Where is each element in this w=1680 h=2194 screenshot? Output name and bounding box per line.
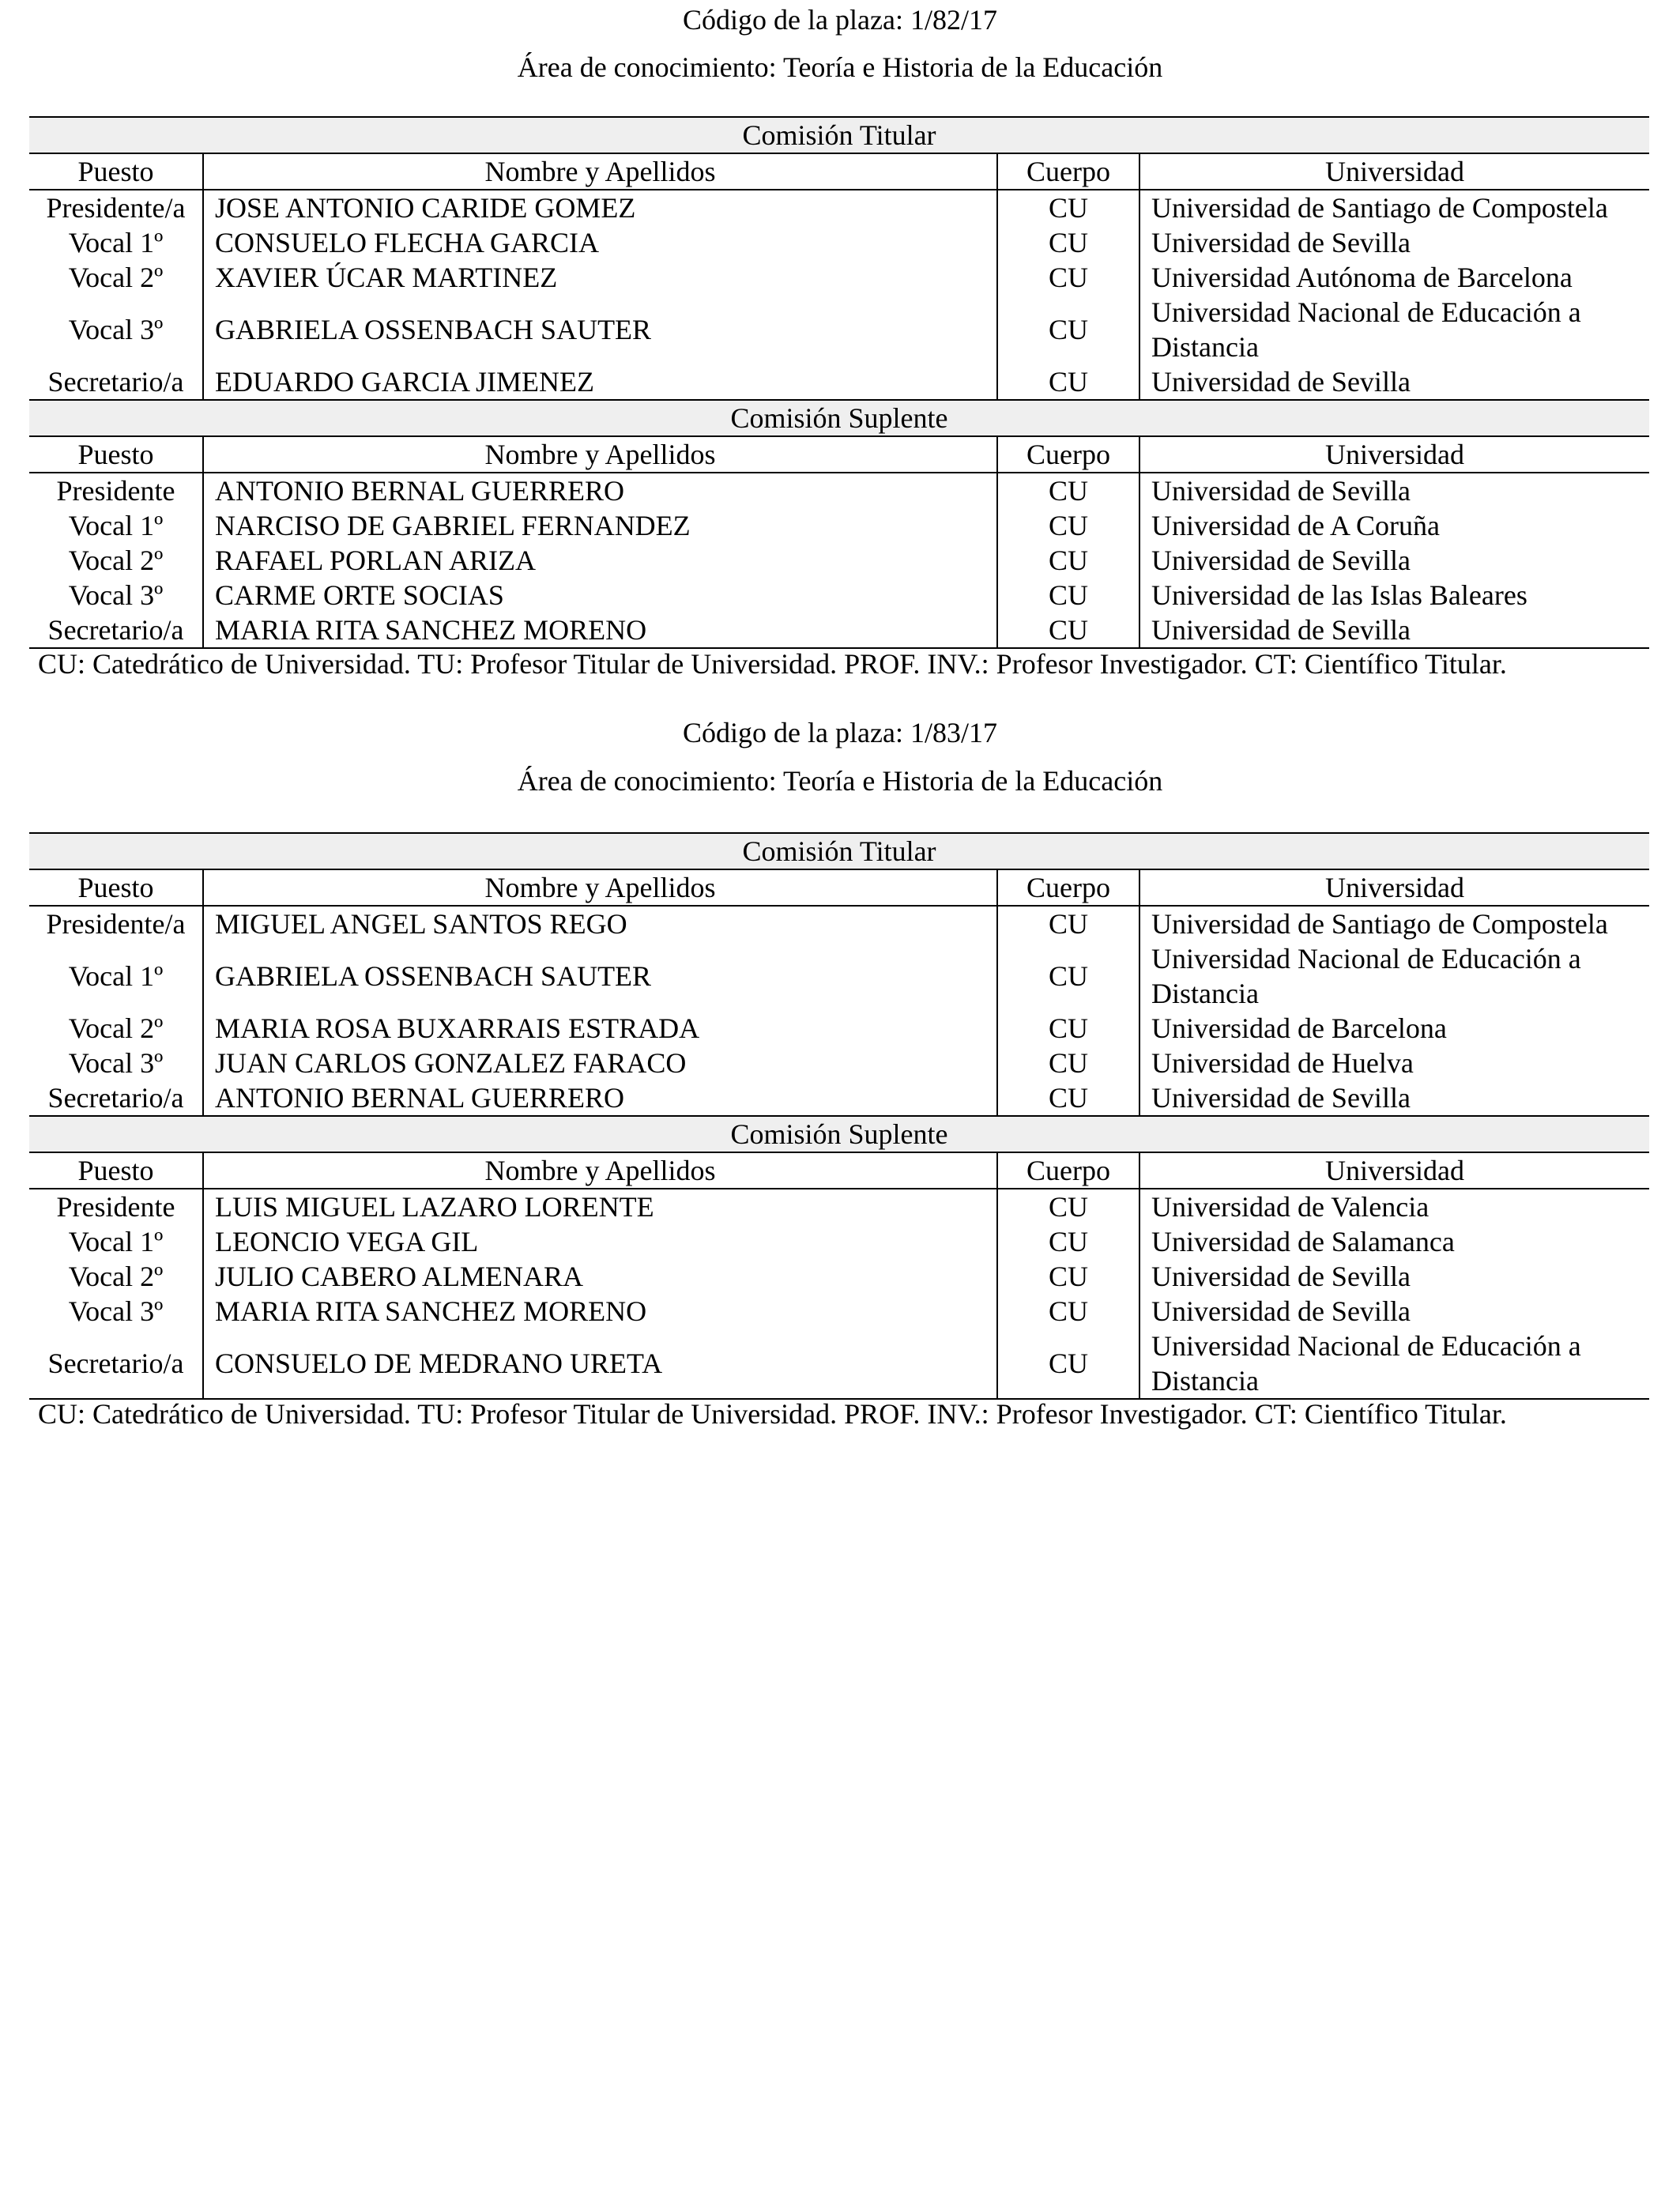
cell-universidad: Universidad de Sevilla xyxy=(1139,613,1649,648)
cell-cuerpo: CU xyxy=(997,364,1139,400)
cell-puesto: Vocal 2º xyxy=(68,1012,164,1044)
header-puesto: Puesto xyxy=(29,436,203,473)
cell-nombre: JUAN CARLOS GONZALEZ FARACO xyxy=(203,1046,997,1080)
commission-table xyxy=(29,116,1649,649)
table-row xyxy=(29,1294,1649,1329)
cell-cuerpo: CU xyxy=(997,225,1139,260)
table-row xyxy=(29,1189,1649,1224)
header-nombre: Nombre y Apellidos xyxy=(203,1152,997,1189)
cell-nombre: NARCISO DE GABRIEL FERNANDEZ xyxy=(203,508,997,543)
cell-cuerpo: CU xyxy=(997,1224,1139,1259)
header-cuerpo: Cuerpo xyxy=(997,1152,1139,1189)
header-puesto: Puesto xyxy=(29,1152,203,1189)
table-row xyxy=(29,1080,1649,1116)
cell-nombre: XAVIER ÚCAR MARTINEZ xyxy=(203,260,997,295)
plaza-code: Código de la plaza: 1/82/17 xyxy=(683,4,997,36)
cell-nombre: EDUARDO GARCIA JIMENEZ xyxy=(203,364,997,400)
cell-puesto: Vocal 2º xyxy=(68,545,164,576)
cell-cuerpo: CU xyxy=(997,1329,1139,1399)
cell-puesto: Secretario/a xyxy=(47,366,184,398)
cell-nombre: GABRIELA OSSENBACH SAUTER xyxy=(203,295,997,364)
cell-nombre: LEONCIO VEGA GIL xyxy=(203,1224,997,1259)
cell-cuerpo: CU xyxy=(997,578,1139,613)
table-row xyxy=(29,260,1649,295)
cell-universidad: Universidad de Sevilla xyxy=(1139,364,1649,400)
section-header-suplente xyxy=(29,400,1649,436)
cell-universidad: Universidad de Sevilla xyxy=(1139,473,1649,508)
header-puesto: Puesto xyxy=(29,153,203,190)
cell-universidad: Universidad de Barcelona xyxy=(1139,1011,1649,1046)
table-row xyxy=(29,578,1649,613)
header-universidad: Universidad xyxy=(1139,1152,1649,1189)
cell-universidad: Universidad de Sevilla xyxy=(1139,1080,1649,1116)
cell-universidad: Universidad Nacional de Educación a Distancia xyxy=(1139,941,1649,1011)
section-header-titular xyxy=(29,117,1649,153)
knowledge-area: Área de conocimiento: Teoría e Historia de la Educación xyxy=(517,765,1163,797)
cell-universidad: Universidad Autónoma de Barcelona xyxy=(1139,260,1649,295)
cell-cuerpo: CU xyxy=(997,613,1139,648)
table-row xyxy=(29,613,1649,648)
cell-nombre: MARIA ROSA BUXARRAIS ESTRADA xyxy=(203,1011,997,1046)
cell-puesto: Vocal 3º xyxy=(68,579,164,611)
cell-puesto: Vocal 1º xyxy=(68,227,164,258)
cell-cuerpo: CU xyxy=(997,1080,1139,1116)
cell-nombre: CARME ORTE SOCIAS xyxy=(203,578,997,613)
cell-universidad: Universidad de Santiago de Compostela xyxy=(1139,906,1649,941)
plaza-code: Código de la plaza: 1/83/17 xyxy=(683,717,997,748)
table-row xyxy=(29,941,1649,1011)
cell-nombre: JOSE ANTONIO CARIDE GOMEZ xyxy=(203,190,997,225)
cell-puesto: Vocal 2º xyxy=(68,262,164,293)
table-row xyxy=(29,364,1649,400)
table-row xyxy=(29,1224,1649,1259)
table-row xyxy=(29,906,1649,941)
cell-nombre: GABRIELA OSSENBACH SAUTER xyxy=(203,941,997,1011)
cell-cuerpo: CU xyxy=(997,1011,1139,1046)
header-cuerpo: Cuerpo xyxy=(997,153,1139,190)
cell-cuerpo: CU xyxy=(997,1046,1139,1080)
header-cuerpo: Cuerpo xyxy=(997,869,1139,906)
section-header-suplente xyxy=(29,1116,1649,1152)
legend-note: CU: Catedrático de Universidad. TU: Profesor Titular de Universidad. PROF. INV.: Profesor Investigador. CT: Científico Titular. xyxy=(38,1398,1507,1430)
cell-universidad: Universidad de Sevilla xyxy=(1139,1259,1649,1294)
knowledge-area: Área de conocimiento: Teoría e Historia de la Educación xyxy=(517,51,1163,83)
table-row xyxy=(29,1046,1649,1080)
table-row xyxy=(29,1011,1649,1046)
cell-universidad: Universidad de Sevilla xyxy=(1139,225,1649,260)
column-header-row xyxy=(29,1152,1649,1189)
column-header-row xyxy=(29,436,1649,473)
cell-nombre: CONSUELO DE MEDRANO URETA xyxy=(203,1329,997,1399)
cell-puesto: Vocal 3º xyxy=(68,1047,164,1079)
cell-puesto: Presidente/a xyxy=(46,192,186,224)
header-nombre: Nombre y Apellidos xyxy=(203,436,997,473)
commission-table xyxy=(29,832,1649,1400)
header-nombre: Nombre y Apellidos xyxy=(203,869,997,906)
cell-puesto: Secretario/a xyxy=(29,1329,203,1399)
cell-universidad: Universidad Nacional de Educación a Distancia xyxy=(1139,295,1649,364)
cell-cuerpo: CU xyxy=(997,543,1139,578)
table-row xyxy=(29,543,1649,578)
header-nombre: Nombre y Apellidos xyxy=(203,153,997,190)
legend-note: CU: Catedrático de Universidad. TU: Profesor Titular de Universidad. PROF. INV.: Profesor Investigador. CT: Científico Titular. xyxy=(38,648,1507,680)
cell-universidad: Universidad de Salamanca xyxy=(1139,1224,1649,1259)
cell-universidad: Universidad de Sevilla xyxy=(1139,543,1649,578)
cell-nombre: ANTONIO BERNAL GUERRERO xyxy=(203,1080,997,1116)
section-title: Comisión Titular xyxy=(29,833,1649,869)
table-row xyxy=(29,1259,1649,1294)
cell-universidad: Universidad de Sevilla xyxy=(1139,1294,1649,1329)
cell-cuerpo: CU xyxy=(997,906,1139,941)
table-row xyxy=(29,508,1649,543)
cell-nombre: MARIA RITA SANCHEZ MORENO xyxy=(203,1294,997,1329)
cell-nombre: MIGUEL ANGEL SANTOS REGO xyxy=(203,906,997,941)
cell-nombre: JULIO CABERO ALMENARA xyxy=(203,1259,997,1294)
table-row xyxy=(29,225,1649,260)
cell-nombre: LUIS MIGUEL LAZARO LORENTE xyxy=(203,1189,997,1224)
cell-cuerpo: CU xyxy=(997,941,1139,1011)
cell-puesto: Presidente xyxy=(56,475,175,507)
header-cuerpo: Cuerpo xyxy=(997,436,1139,473)
cell-universidad: Universidad de las Islas Baleares xyxy=(1139,578,1649,613)
cell-nombre: MARIA RITA SANCHEZ MORENO xyxy=(203,613,997,648)
cell-cuerpo: CU xyxy=(997,190,1139,225)
cell-puesto: Presidente/a xyxy=(46,908,186,940)
header-universidad: Universidad xyxy=(1139,869,1649,906)
cell-universidad: Universidad de A Coruña xyxy=(1139,508,1649,543)
cell-nombre: ANTONIO BERNAL GUERRERO xyxy=(203,473,997,508)
cell-cuerpo: CU xyxy=(997,1189,1139,1224)
cell-cuerpo: CU xyxy=(997,473,1139,508)
cell-universidad: Universidad de Santiago de Compostela xyxy=(1139,190,1649,225)
cell-cuerpo: CU xyxy=(997,260,1139,295)
table-row xyxy=(29,295,1649,364)
cell-puesto: Vocal 3º xyxy=(68,314,164,345)
table-row xyxy=(29,1329,1649,1399)
cell-puesto: Vocal 1º xyxy=(68,1226,164,1257)
section-title: Comisión Suplente xyxy=(29,1116,1649,1152)
cell-cuerpo: CU xyxy=(997,1259,1139,1294)
section-header-titular xyxy=(29,833,1649,869)
column-header-row xyxy=(29,153,1649,190)
table-row xyxy=(29,473,1649,508)
cell-puesto: Secretario/a xyxy=(47,1082,184,1114)
cell-puesto: Vocal 1º xyxy=(68,960,164,992)
cell-puesto: Secretario/a xyxy=(29,613,203,648)
cell-nombre: CONSUELO FLECHA GARCIA xyxy=(203,225,997,260)
cell-universidad: Universidad de Valencia xyxy=(1139,1189,1649,1224)
cell-universidad: Universidad Nacional de Educación a Distancia xyxy=(1139,1329,1649,1399)
cell-cuerpo: CU xyxy=(997,508,1139,543)
cell-universidad: Universidad de Huelva xyxy=(1139,1046,1649,1080)
column-header-row xyxy=(29,869,1649,906)
section-title: Comisión Titular xyxy=(29,117,1649,153)
cell-puesto: Presidente xyxy=(56,1191,175,1223)
header-universidad: Universidad xyxy=(1139,436,1649,473)
cell-cuerpo: CU xyxy=(997,295,1139,364)
cell-puesto: Vocal 3º xyxy=(68,1295,164,1327)
cell-puesto: Vocal 1º xyxy=(68,510,164,541)
table-row xyxy=(29,190,1649,225)
cell-nombre: RAFAEL PORLAN ARIZA xyxy=(203,543,997,578)
section-title: Comisión Suplente xyxy=(29,400,1649,436)
header-puesto: Puesto xyxy=(29,869,203,906)
header-universidad: Universidad xyxy=(1139,153,1649,190)
cell-puesto: Vocal 2º xyxy=(68,1261,164,1292)
cell-cuerpo: CU xyxy=(997,1294,1139,1329)
